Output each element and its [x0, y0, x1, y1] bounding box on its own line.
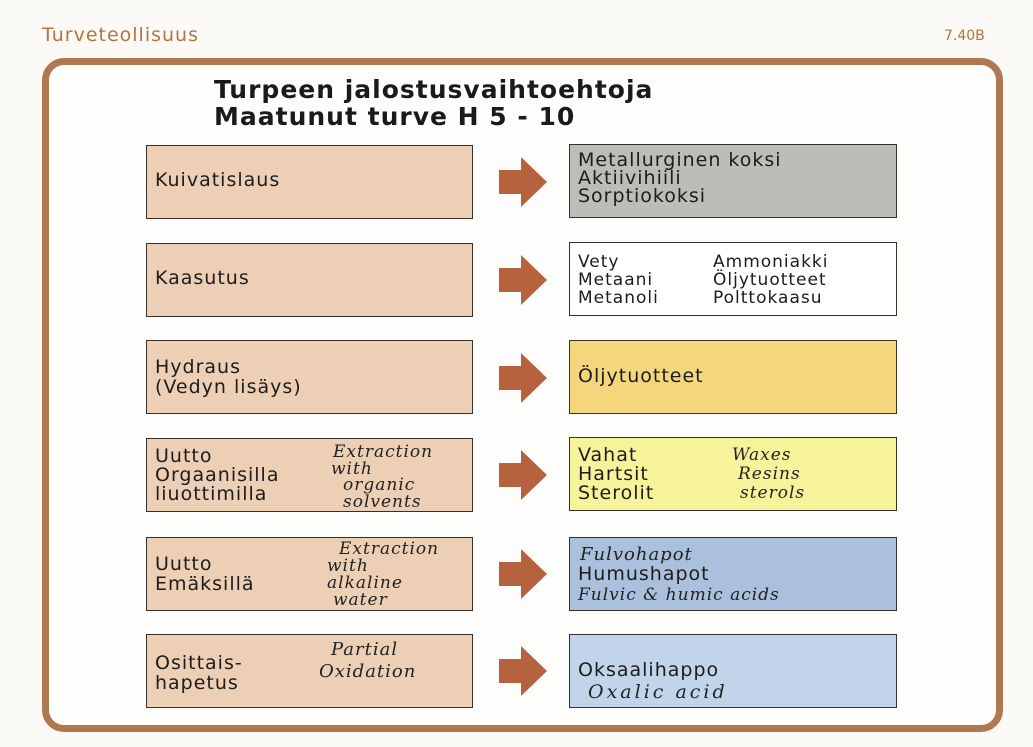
- arrow-icon: [499, 646, 547, 696]
- arrow-icon: [499, 549, 547, 599]
- process-box-gasification: [146, 243, 473, 317]
- handwritten-note: Oxalic acid: [588, 681, 728, 703]
- arrow-icon: [499, 255, 547, 305]
- product-item: Vety: [578, 252, 620, 272]
- product-list: [578, 446, 654, 503]
- arrow-icon: [499, 157, 547, 207]
- process-label-line: Hydraus: [155, 356, 241, 378]
- handwritten-note: Waxes: [732, 445, 792, 465]
- process-label: [155, 554, 255, 594]
- header-series-title: Turveteollisuus: [42, 24, 199, 46]
- product-item: Metallurginen koksi: [578, 149, 782, 171]
- product-column-left: [578, 253, 659, 307]
- process-label: Kaasutus: [155, 267, 250, 289]
- product-item: Öljytuotteet: [578, 365, 704, 387]
- process-label-line: (Vedyn lisäys): [155, 376, 302, 398]
- process-label-line: Uutto: [155, 445, 213, 467]
- process-box-alkaline-extraction: [146, 537, 473, 611]
- product-item: Aktiivihiili: [578, 167, 682, 189]
- product-item: Humushapot: [578, 563, 710, 585]
- product-item: Öljytuotteet: [713, 270, 827, 290]
- handwritten-note: Extraction: [333, 442, 434, 462]
- product-item: Polttokaasu: [713, 288, 823, 308]
- product-box-oxalic: [569, 634, 897, 708]
- handwritten-note: with: [331, 459, 373, 479]
- process-label: Kuivatislaus: [155, 169, 281, 191]
- product-item: Metaani: [578, 270, 654, 290]
- header-page-number: 7.40B: [944, 28, 985, 44]
- process-label-line: Emäksillä: [155, 573, 255, 595]
- handwritten-note: sterols: [740, 483, 806, 503]
- handwritten-note: Fulvic & humic acids: [578, 585, 780, 605]
- process-box-organic-extraction: [146, 438, 473, 512]
- handwritten-note: water: [333, 590, 388, 610]
- process-label: [155, 447, 279, 504]
- process-label: [155, 357, 302, 397]
- handwritten-note: with: [327, 556, 369, 576]
- product-item: Ammoniakki: [713, 252, 829, 272]
- product-item: Metanoli: [578, 288, 659, 308]
- process-box-dry-distillation: [146, 145, 473, 219]
- handwritten-note: alkaline: [327, 573, 403, 593]
- process-label-line: Orgaanisilla: [155, 464, 280, 486]
- process-label-line: hapetus: [155, 672, 239, 694]
- product-box-gas: [569, 242, 897, 316]
- process-label: [155, 653, 243, 693]
- product-column-right: [713, 253, 828, 307]
- product-item: Sterolit: [578, 482, 655, 504]
- diagram-title: [214, 76, 653, 130]
- process-label-line: Uutto: [155, 553, 213, 575]
- handwritten-note: solvents: [343, 492, 422, 512]
- handwritten-note: Extraction: [339, 539, 440, 559]
- product-item: Oksaalihappo: [578, 659, 720, 681]
- handwritten-note: organic: [343, 475, 416, 495]
- product-item: Sorptiokoksi: [578, 185, 707, 207]
- process-label-line: liuottimilla: [155, 483, 268, 505]
- product-list: [578, 151, 782, 205]
- handwritten-note: Fulvohapot: [580, 544, 693, 565]
- handwritten-note: Resins: [738, 464, 801, 484]
- product-item: Vahat: [578, 444, 638, 466]
- handwritten-note: Oxidation: [319, 661, 417, 682]
- process-label-line: Osittais-: [155, 652, 243, 674]
- title-line-2: Maatunut turve H 5 - 10: [214, 102, 576, 131]
- product-box-humic: [569, 537, 897, 611]
- handwritten-note: Partial: [331, 639, 399, 660]
- title-line-1: Turpeen jalostusvaihtoehtoja: [214, 75, 654, 104]
- product-box-coke: [569, 144, 897, 218]
- process-box-hydrogenation: [146, 340, 473, 414]
- arrow-icon: [499, 353, 547, 403]
- arrow-icon: [499, 450, 547, 500]
- product-item: Hartsit: [578, 463, 649, 485]
- process-box-partial-oxidation: [146, 634, 473, 708]
- product-box-oil: [569, 340, 897, 414]
- product-box-waxes: [569, 437, 897, 511]
